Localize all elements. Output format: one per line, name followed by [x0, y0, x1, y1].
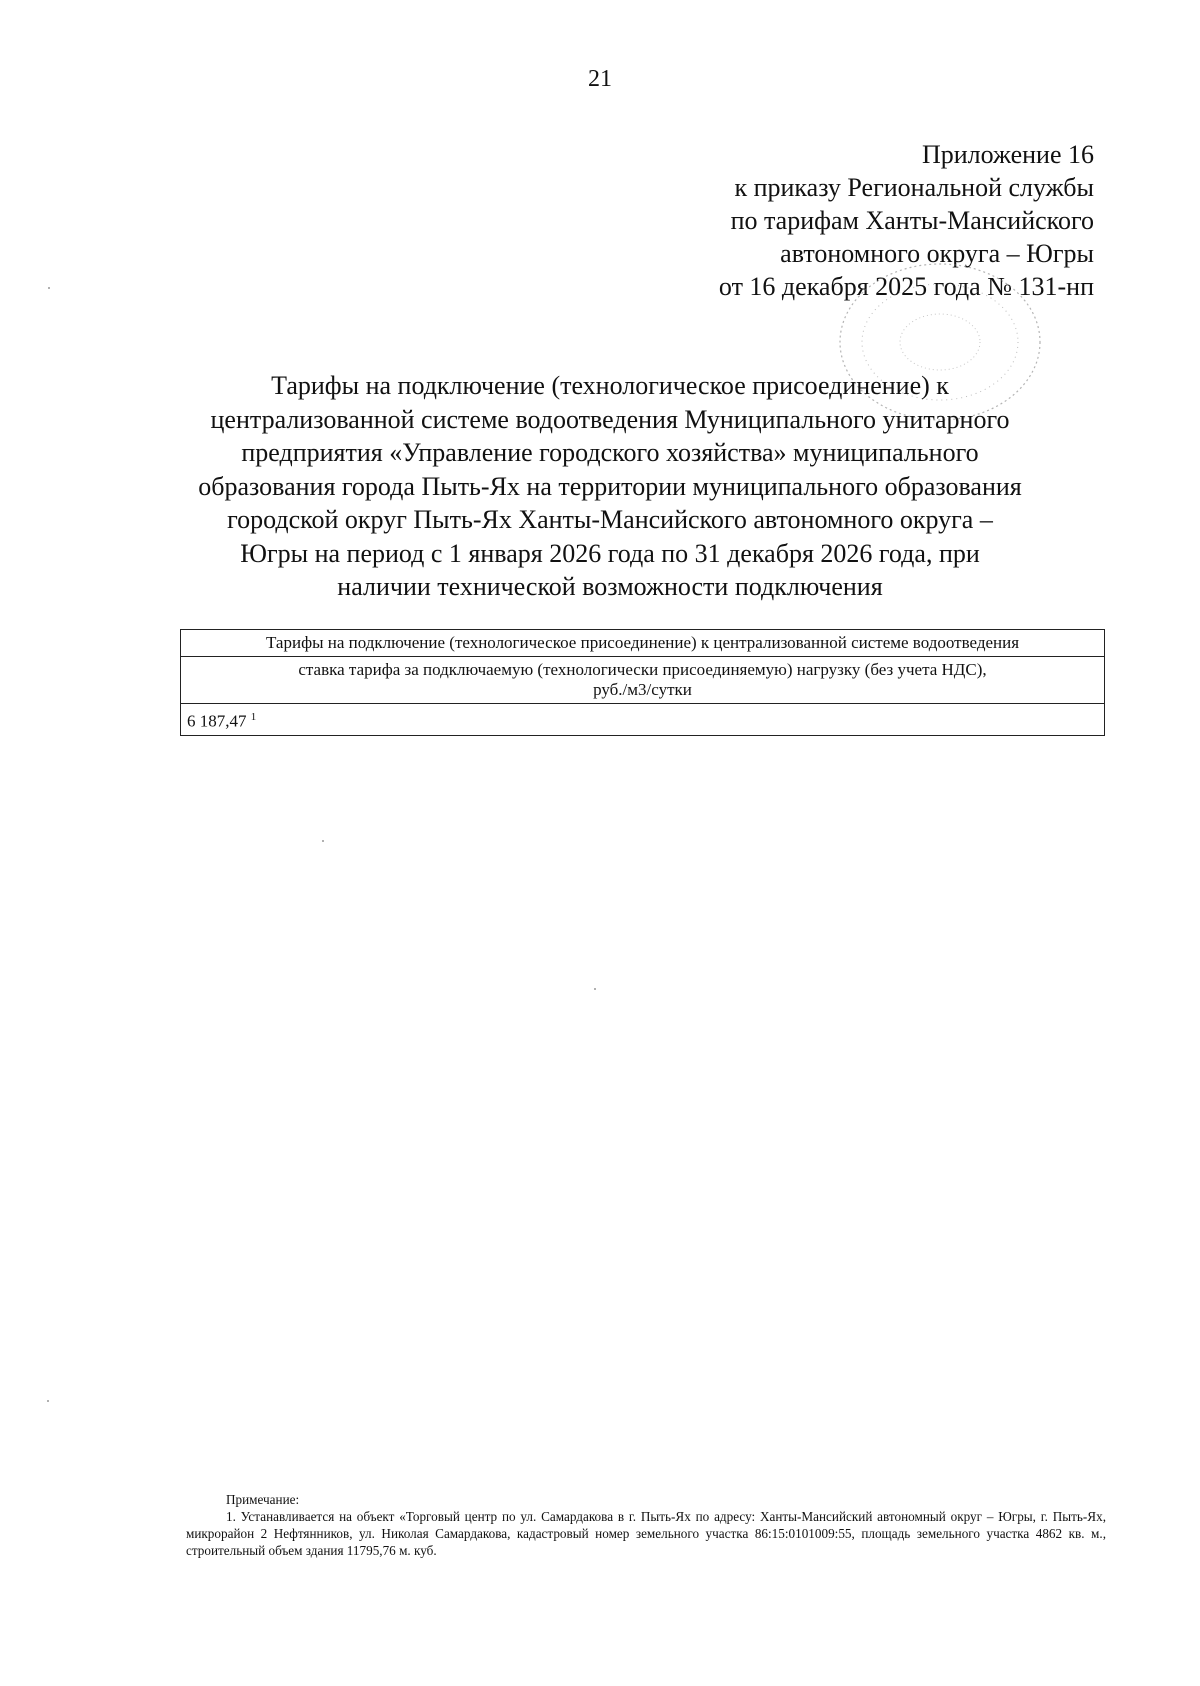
notes-text: 1. Устанавливается на объект «Торговый центр по ул. Самардакова в г. Пыть-Ях по адресу: Ханты-Мансийский автономный округ – Югры, г. Пыть-Ях, микрорайон 2 Нефтянников, ул. Николая Самардакова, кадастровый номер земельного участка 86:15:0101009:55, площадь земельного участка 4862 кв. м., строительный объем здания 11795,76 м. куб. [186, 1509, 1106, 1558]
table-header-cell: Тарифы на подключение (технологическое присоединение) к централизованной системе водоотведения [181, 630, 1105, 657]
title-line: образования города Пыть-Ях на территории муниципального образования [198, 471, 1022, 501]
table-value-cell [181, 704, 1105, 736]
title-line: Югры на период с 1 января 2026 года по 31 декабря 2026 года, при [240, 538, 980, 568]
notes-section [186, 1491, 1106, 1559]
scan-speck [594, 988, 596, 990]
title-line: предприятия «Управление городского хозяйства» муниципального [241, 438, 979, 467]
scan-speck [322, 840, 324, 842]
table-subheader-cell [181, 657, 1105, 704]
appendix-line: Приложение 16 [921, 140, 1094, 169]
notes-heading: Примечание: [226, 1492, 300, 1507]
appendix-line: по тарифам Ханты-Мансийского [730, 206, 1094, 235]
table-row [181, 630, 1105, 657]
title-line: централизованной системе водоотведения Муниципального унитарного [210, 404, 1010, 434]
scan-speck [47, 1400, 49, 1402]
footnote-marker: 1 [250, 711, 257, 723]
appendix-line: от 16 декабря 2025 года № 131-нп [718, 272, 1094, 301]
appendix-line: к приказу Региональной службы [734, 173, 1094, 202]
title-line: Тарифы на подключение (технологическое присоединение) к [271, 371, 949, 400]
title-line: наличии технической возможности подключения [337, 572, 883, 601]
appendix-line: автономного округа – Югры [780, 239, 1094, 268]
table-row [181, 704, 1105, 736]
scan-speck [48, 287, 50, 289]
tariff-table [180, 629, 1105, 736]
subheader-line: руб./м3/сутки [593, 680, 692, 699]
page-number: 21 [588, 66, 612, 92]
tariff-value: 6 187,47 [187, 711, 247, 731]
table-row [181, 657, 1105, 704]
subheader-line: ставка тарифа за подключаемую (технологически присоединяемую) нагрузку (без учета НДС), [298, 660, 987, 679]
document-title [130, 369, 1090, 604]
title-line: городской округ Пыть-Ях Ханты-Мансийского автономного округа – [227, 505, 993, 534]
